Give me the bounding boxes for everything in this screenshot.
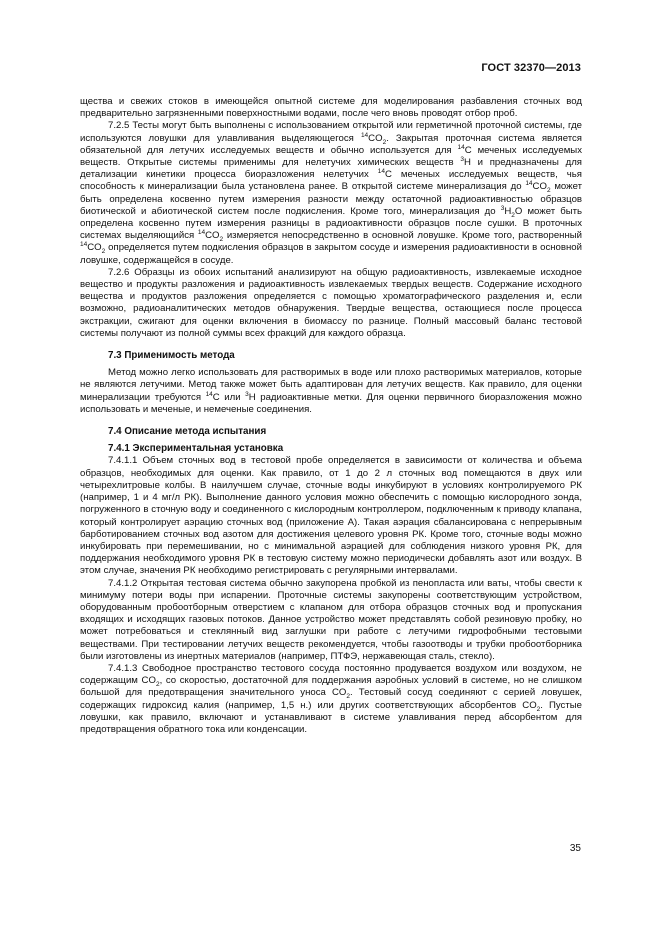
subsection-heading: 7.4.1 Экспериментальная установка — [108, 443, 284, 455]
paragraph: щества и свежих стоков в имеющейся опытной системе для моделирования разбавления сточных вод предварительно загрязненными поверхностными водами, после чего вновь проводят отбор проб. — [80, 96, 582, 120]
paragraph: 7.4.1.3 Свободное пространство тестового сосуда постоянно продувается воздухом или воздухом, не содержащим $CO_2$, со скоростью, достаточной для поддержания аэробных условий в системе, но не слишком большой для предотвращения значительного уноса $CO_2$. Тестовый сосуд соединяют с серией ловушек, содержащих гидроксид калия (например, 1,5 н.) или других соответствующих абсорбентов $CO_2$. Пустые ловушки, как правило, включают и устанавливают в системе улавливания перед абсорбентом для предотвращения обратного тока или конденсации. — [80, 662, 582, 735]
section-heading: 7.3 Применимость метода — [108, 350, 235, 362]
paragraph: 7.4.1.2 Открытая тестовая система обычно закупорена пробкой из пенопласта или ваты, чтобы свести к минимуму потери воды при испарении. Проточные системы закупорены соответствующим устройством, оборудованным пробоотборным отверстием с клапаном для отбора образцов сточных вод и пропускания входящих и исходящих газовых потоков. Данное устройство может представлять собой резиновую пробку, но может потребоваться и стеклянный вид заглушки при работе с летучими гидрофобными тестовыми веществами. При тестировании летучих веществ рекомендуется, чтобы газоотводы и трубки пробоотборника были изготовлены из инертных материалов (например, ПТФЭ, нержавеющая сталь, стекло). — [80, 577, 582, 662]
section-heading: 7.4 Описание метода испытания — [108, 426, 267, 438]
page-number: 35 — [569, 843, 581, 854]
paragraph: 7.4.1.1 Объем сточных вод в тестовой пробе определяется в зависимости от количества и объема образцов, необходимых для оценки. Как правило, от 1 до 2 л сточных вод помещаются в двух или четырехлитровые колбы. В наилучшем случае, сточные воды инкубируют в условиях контролируемого РК (например, 1 и 4 мг/л РК). Выполнение данного условия можно обеспечить с помощью кислородного зонда, погруженного в сточную воду и соединенного с кислородным контроллером, подключенным к приводу клапана, который контролирует аэрацию сточных вод (приложение А). Такая аэрация сбалансирована с непрерывным барботированием сточных вод азотом для достижения целевого уровня РК. Кроме того, сточные воды можно инкубировать при перемешивании, но с минимальной аэрацией для соблюдения низкого уровня РК, для поддержания необходимого уровня РК в тестовую систему можно периодически добавлять азот или воздух. В этом случае, значения РК необходимо регистрировать с регулярными интервалами. — [80, 455, 582, 577]
document-body — [80, 96, 582, 736]
paragraph: Метод можно легко использовать для растворимых в воде или плохо растворимых материалов, которые не являются летучими. Метод также может быть адаптирован для летучих веществ. Как правило, для оценки минерализации требуются $^{14}$C или $^3$H радиоактивные метки. Для оценки первичного биоразложения можно использовать и меченые, и немеченые соединения. — [80, 367, 582, 415]
paragraph: 7.2.5 Тесты могут быть выполнены с использованием открытой или герметичной проточной системы, где используются ловушки для улавливания выделяющегося $^{14}CO_2$. Закрытая проточная система является обязательной для летучих исследуемых веществ и обычно используется для $^{14}$C меченых исследуемых веществ. Открытые системы применимы для нелетучих химических веществ $^3$H и предназначены для детализации кинетики процесса биоразложения нелетучих $^{14}$C меченых исследуемых веществ, чья способность к минерализации была установлена ранее. В открытой системе минерализация до $^{14}CO_2$ может быть определена косвенно путем измерения разности между остаточной радиоактивностью образцов биотической и абиотической систем после подкисления. Кроме того, минерализация до $^3H_2O$ может быть определена косвенно путем измерения разницы в радиоактивности образцов после сушки. В проточных системах выделяющийся $^{14}CO_2$ измеряется непосредственно в основной ловушке. Кроме того, растворенный $^{14}CO_2$ определяется путем подкисления образцов в закрытом сосуде и измерения радиоактивности в основной ловушке, содержащейся в сосуде. — [80, 120, 583, 266]
standard-designation: ГОСТ 32370—2013 — [481, 62, 581, 74]
paragraph: 7.2.6 Образцы из обоих испытаний анализируют на общую радиоактивность, извлекаемые исходное вещество и продукты разложения и радиоактивность извлекаемых твердых веществ. Содержание исходного вещества и продуктов разложения определяется с помощью хроматографического разделения и, если возможно, радиоаналитических методов обнаружения. Твердые вещества, остающиеся после процесса экстракции, сжигают для оценки включения в биомассу по разнице. Полный массовый баланс тестовой системы получают из полной суммы всех фракций для каждого образца. — [80, 266, 582, 339]
